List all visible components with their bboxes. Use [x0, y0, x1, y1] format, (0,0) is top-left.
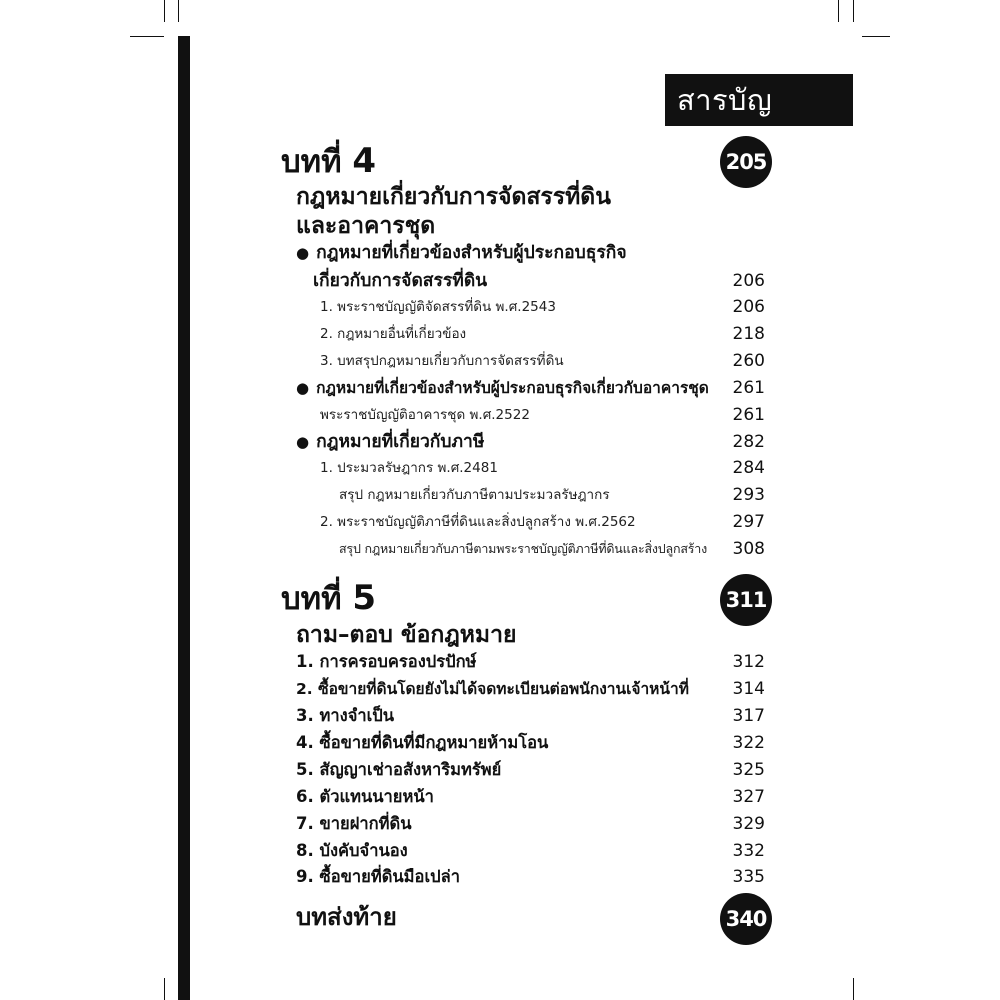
- crop-mark: [130, 36, 164, 37]
- crop-mark: [853, 0, 854, 22]
- toc-entry: [0, 455, 1000, 481]
- toc-entry: [0, 864, 1000, 890]
- chapter-heading: [281, 578, 376, 619]
- chapter-title: ถาม–ตอบ ข้อกฎหมาย: [296, 622, 517, 648]
- toc-entry-page: 206: [732, 297, 765, 317]
- toc-entry-page: 335: [732, 867, 765, 887]
- appendix-title: บทส่งท้าย: [296, 903, 397, 931]
- crop-mark: [178, 0, 179, 22]
- toc-entry-page: 218: [732, 324, 765, 344]
- toc-entry-text: ● กฎหมายที่เกี่ยวกับภาษี: [296, 429, 484, 455]
- toc-entry-page: 261: [732, 378, 765, 398]
- chapter-number: 5: [352, 578, 377, 618]
- toc-entry-text: 9. ซื้อขายที่ดินมือเปล่า: [296, 867, 460, 886]
- toc-header-banner: สารบัญ: [665, 74, 853, 126]
- crop-mark: [853, 978, 854, 1000]
- toc-entry: [0, 649, 1000, 675]
- toc-entry-text: ● กฎหมายที่เกี่ยวข้องสำหรับผู้ประกอบธุรกิจ: [296, 240, 627, 266]
- toc-entry-text: พระราชบัญญัติอาคารชุด พ.ศ.2522: [320, 407, 530, 423]
- toc-entry-text: สรุป กฎหมายเกี่ยวกับภาษีตามประมวลรัษฎากร: [339, 487, 610, 503]
- toc-entry-text: 3. ทางจำเป็น: [296, 706, 395, 725]
- toc-entry-page: 206: [732, 271, 765, 291]
- toc-entry: [0, 811, 1000, 837]
- toc-entry-page: 312: [732, 652, 765, 672]
- chapter-page-badge: 311: [720, 574, 772, 626]
- toc-entry-text: 3. บทสรุปกฎหมายเกี่ยวกับการจัดสรรที่ดิน: [320, 353, 564, 369]
- appendix-page-badge: 340: [720, 893, 772, 945]
- toc-entry-text: เกี่ยวกับการจัดสรรที่ดิน: [313, 271, 488, 291]
- toc-entry-page: 297: [732, 512, 765, 532]
- toc-entry: [0, 402, 1000, 428]
- toc-entry-page: 322: [732, 733, 765, 753]
- toc-entry-text: 8. บังคับจำนอง: [296, 841, 408, 860]
- toc-entry-text: 5. สัญญาเช่าอสังหาริมทรัพย์: [296, 760, 502, 779]
- toc-entry: [0, 375, 1000, 401]
- toc-entry-text: 1. ประมวลรัษฎากร พ.ศ.2481: [320, 460, 498, 476]
- toc-entry: [0, 240, 1000, 266]
- toc-entry: [0, 838, 1000, 864]
- toc-entry: [0, 703, 1000, 729]
- toc-entry: [0, 268, 1000, 294]
- toc-entry-page: 325: [732, 760, 765, 780]
- toc-entry-text: 6. ตัวแทนนายหน้า: [296, 787, 434, 806]
- toc-entry-text: 4. ซื้อขายที่ดินที่มีกฎหมายห้ามโอน: [296, 733, 549, 752]
- toc-entry-text: สรุป กฎหมายเกี่ยวกับภาษีตามพระราชบัญญัติภาษีที่ดินและสิ่งปลูกสร้าง: [339, 541, 708, 556]
- toc-entry: [0, 784, 1000, 810]
- toc-entry-page: 332: [732, 841, 765, 861]
- chapter-label: บทที่: [281, 581, 342, 617]
- toc-entry: [0, 294, 1000, 320]
- toc-entry-page: 329: [732, 814, 765, 834]
- toc-entry: [0, 757, 1000, 783]
- toc-entry: [0, 536, 1000, 562]
- toc-entry: [0, 730, 1000, 756]
- toc-entry-text: ● กฎหมายที่เกี่ยวข้องสำหรับผู้ประกอบธุรกิจเกี่ยวกับอาคารชุด: [296, 375, 709, 401]
- toc-entry-page: 293: [732, 485, 765, 505]
- toc-entry-page: 284: [732, 458, 765, 478]
- toc-entry-page: 308: [732, 539, 765, 559]
- toc-entry-page: 261: [732, 405, 765, 425]
- chapter-heading: [281, 141, 376, 182]
- chapter-page-badge: 205: [720, 136, 772, 188]
- toc-entry-page: 317: [732, 706, 765, 726]
- toc-entry-text: 1. พระราชบัญญัติจัดสรรที่ดิน พ.ศ.2543: [320, 299, 556, 315]
- chapter-number: 4: [352, 141, 377, 181]
- chapter-title-line2: และอาคารชุด: [296, 213, 436, 239]
- crop-mark: [164, 978, 165, 1000]
- toc-entry-text: 7. ขายฝากที่ดิน: [296, 814, 412, 833]
- crop-mark: [838, 0, 839, 22]
- toc-entry: [0, 429, 1000, 455]
- toc-entry-page: 314: [732, 679, 765, 699]
- toc-entry-text: 2. ซื้อขายที่ดินโดยยังไม่ได้จดทะเบียนต่อพนักงานเจ้าหน้าที่: [296, 680, 689, 698]
- toc-entry: [0, 348, 1000, 374]
- toc-entry-text: 2. กฎหมายอื่นที่เกี่ยวข้อง: [320, 326, 467, 342]
- toc-entry: [0, 676, 1000, 702]
- toc-entry-page: 327: [732, 787, 765, 807]
- toc-entry-text: 2. พระราชบัญญัติภาษีที่ดินและสิ่งปลูกสร้าง พ.ศ.2562: [320, 514, 636, 530]
- toc-entry: [0, 321, 1000, 347]
- toc-entry: [0, 482, 1000, 508]
- crop-mark: [862, 36, 890, 37]
- toc-entry-page: 282: [732, 432, 765, 452]
- toc-entry-page: 260: [732, 351, 765, 371]
- crop-mark: [164, 0, 165, 22]
- chapter-label: บทที่: [281, 144, 342, 180]
- chapter-title: กฎหมายเกี่ยวกับการจัดสรรที่ดิน: [296, 184, 611, 210]
- toc-entry: [0, 509, 1000, 535]
- toc-entry-text: 1. การครอบครองปรปักษ์: [296, 652, 477, 671]
